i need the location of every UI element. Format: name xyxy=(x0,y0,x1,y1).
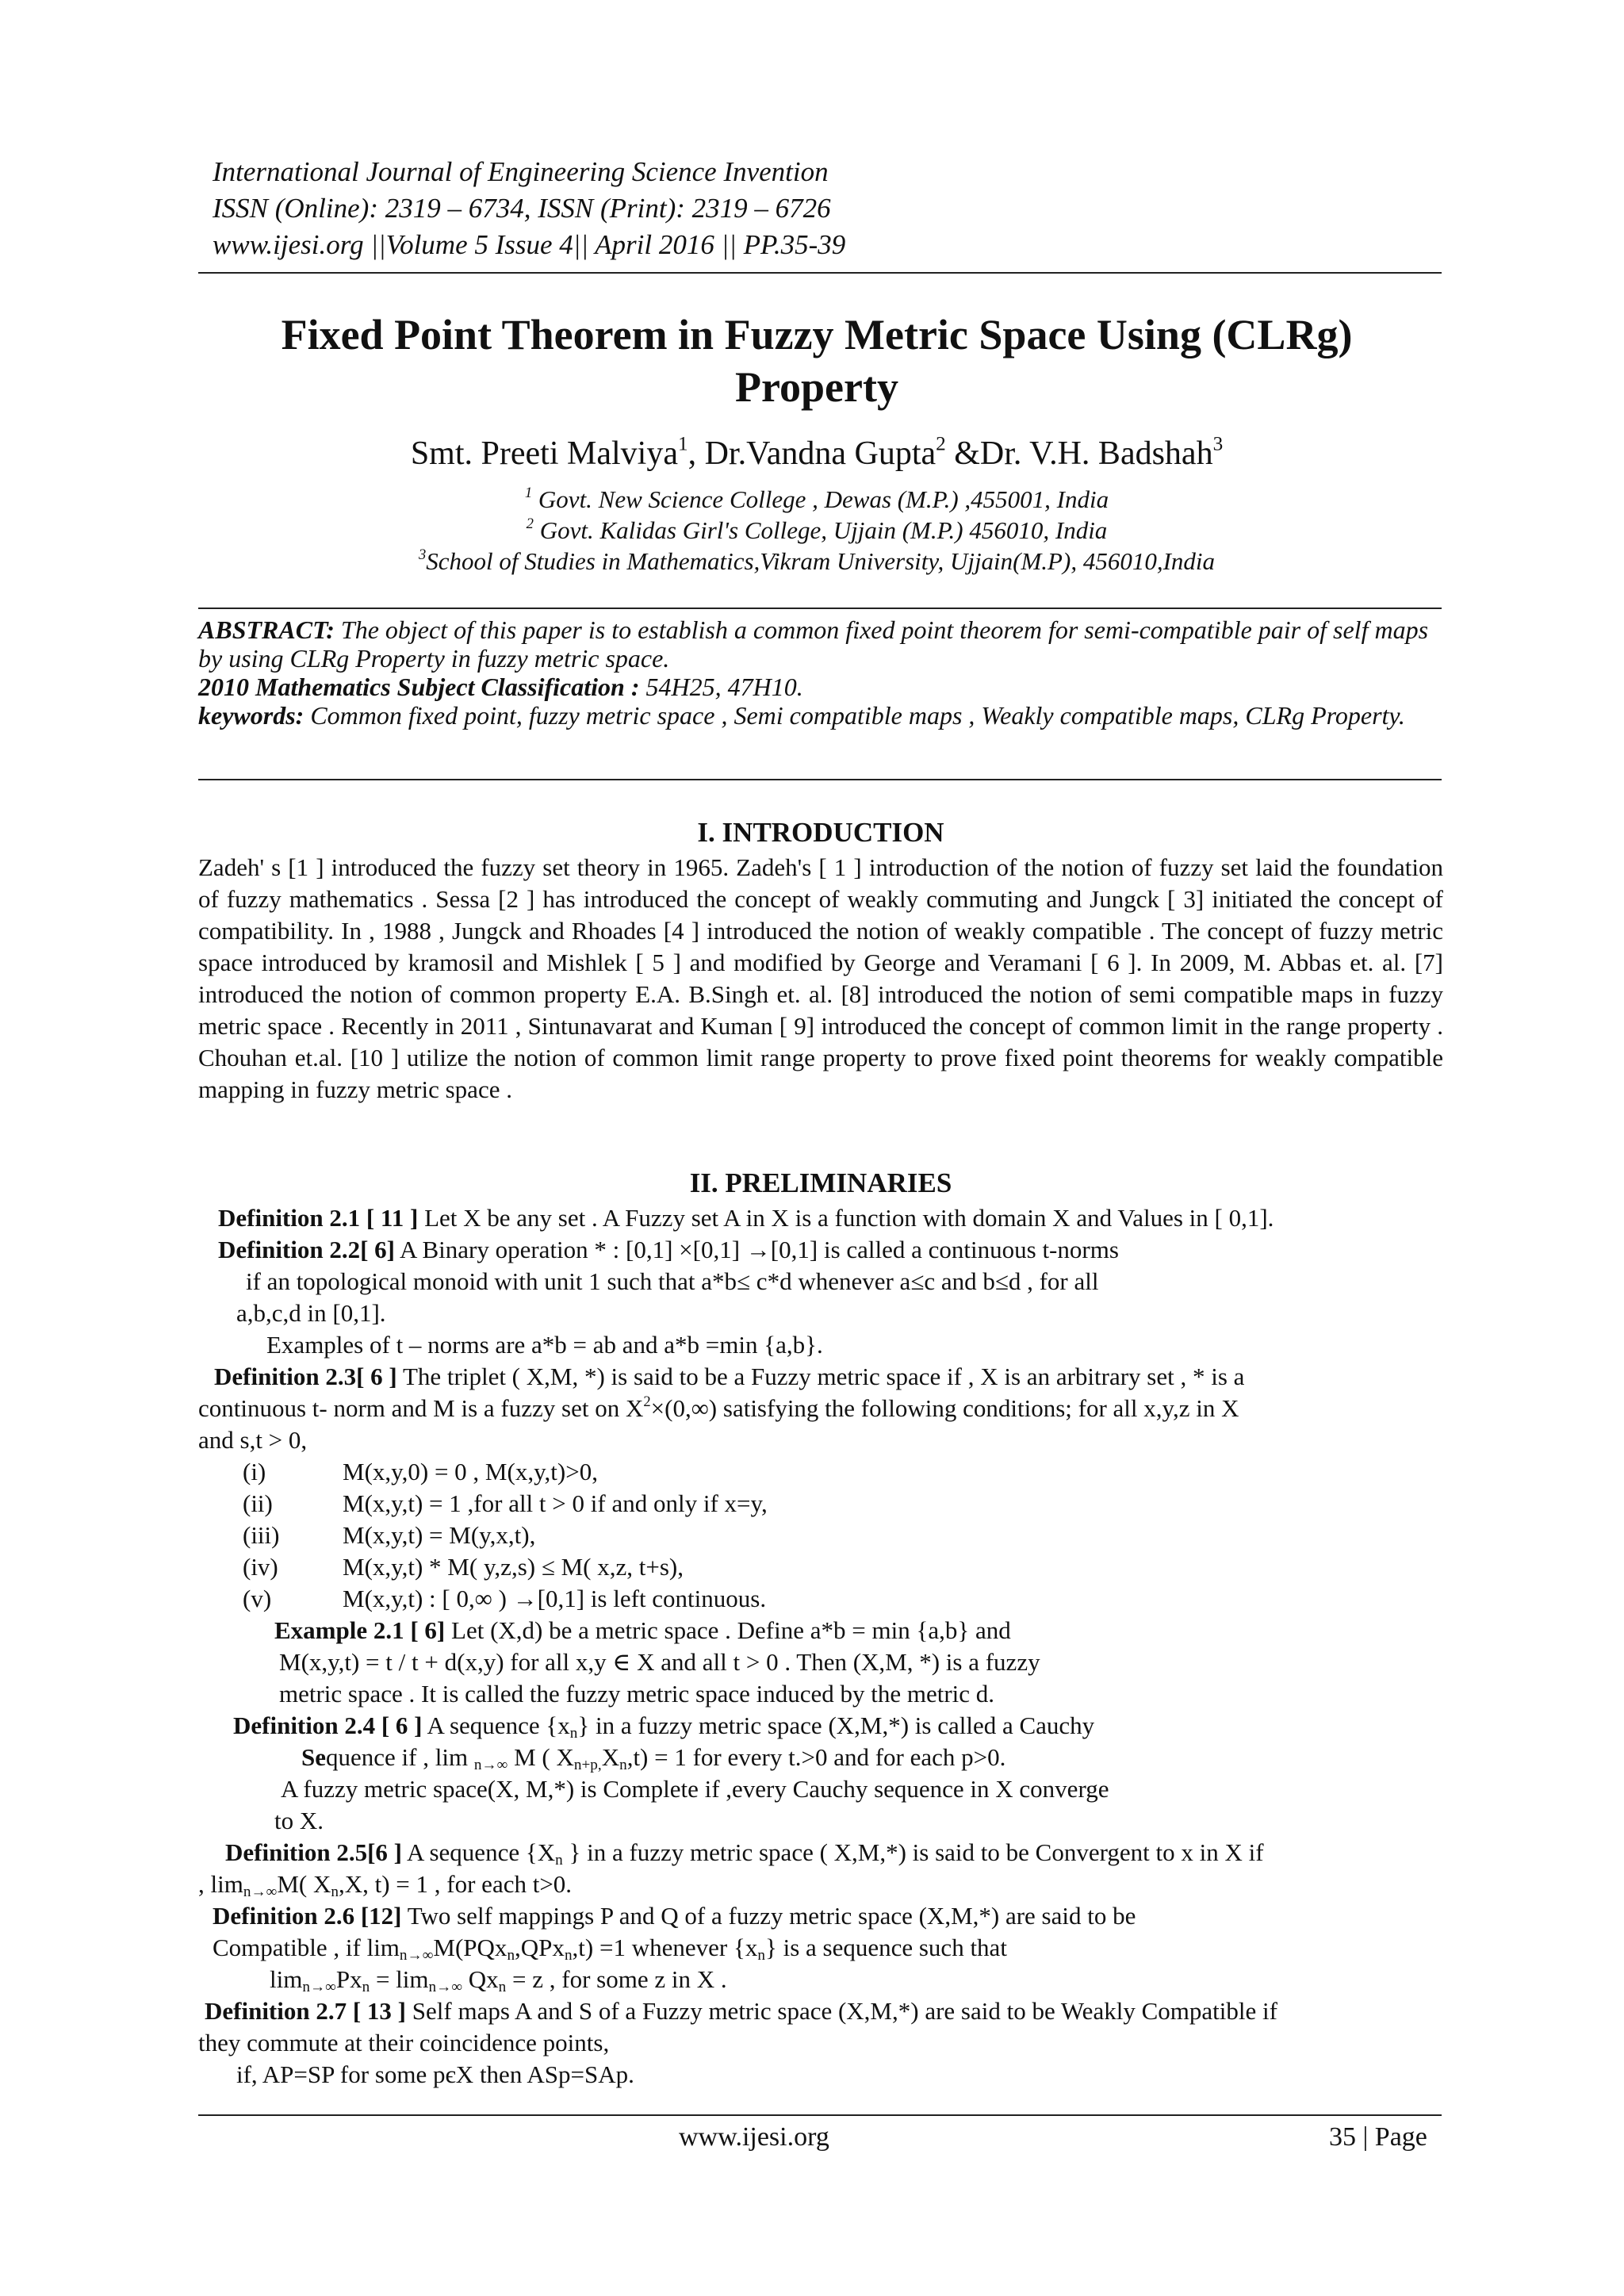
definition-2-2-line-2: if an topological monoid with unit 1 such that a*b≤ c*d whenever a≤c and b≤d , for all xyxy=(246,1267,1099,1295)
example-2-1-line-2: M(x,y,t) = t / t + d(x,y) for all x,y ∈ X and all t > 0 . Then (X,M, *) is a fuzzy xyxy=(279,1648,1040,1676)
keywords-label: keywords: xyxy=(198,701,304,730)
condition-2: M(x,y,t) = 1 ,for all t > 0 if and only if x=y, xyxy=(343,1489,768,1517)
definition-2-7: Definition 2.7 [ 13 ] Self maps A and S of a Fuzzy metric space (X,M,*) are said to be Weakly Compatible if xyxy=(205,1997,1277,2025)
abstract-label: ABSTRACT: xyxy=(198,615,335,644)
intro-heading: I. INTRODUCTION xyxy=(697,817,944,848)
definition-2-3: Definition 2.3[ 6 ] The triplet ( X,M, *) is said to be a Fuzzy metric space if , X is an arbitrary set , * is a xyxy=(214,1363,1245,1390)
condition-5-num: (v) xyxy=(243,1585,272,1612)
definition-2-5-line-2: , $\lim_{n\to\infty}M$( $X_n,X$, t) = 1 , for each t>0. xyxy=(198,1870,573,1900)
header-rule xyxy=(198,272,1442,274)
affiliation-2: $^2$ Govt. Kalidas Girl's College, Ujjain (M.P.) 456010, India xyxy=(526,515,1108,544)
condition-3-num: (iii) xyxy=(243,1521,280,1549)
paper-title-line-2: Property xyxy=(735,363,898,411)
example-2-1: Example 2.1 [ 6] Let (X,d) be a metric space . Define a*b = min {a,b} and xyxy=(274,1616,1011,1644)
condition-4: M(x,y,t) * M( y,z,s) ≤ M( x,z, t+s), xyxy=(343,1553,684,1581)
definition-2-4-line-3: A fuzzy metric space(X, M,*) is Complete if ,every Cauchy sequence in X converge xyxy=(281,1775,1109,1803)
definition-2-1: Definition 2.1 [ 11 ] Let X be any set . A Fuzzy set A in X is a function with domain X and Values in [ 0,1]. xyxy=(218,1204,1274,1232)
msc-label: 2010 Mathematics Subject Classification : xyxy=(198,673,640,701)
author-2: , Dr.Vandna Gupta xyxy=(688,435,936,472)
definition-2-5: Definition 2.5[6 ] A sequence {$X_n$ } in a fuzzy metric space ( X,M,*) is said to be Convergent to x in X if xyxy=(225,1838,1264,1869)
definition-2-4-line-4: to X. xyxy=(274,1807,324,1834)
definition-2-6-line-3: $\lim_{n\to\infty}Px_n = \lim_{n\to\infty} Qx_n = z$ , for some z in X . xyxy=(270,1965,727,1995)
paper-title-line-1: Fixed Point Theorem in Fuzzy Metric Space Using (CLRg) xyxy=(281,311,1353,358)
preliminaries-heading: II. PRELIMINARIES xyxy=(689,1167,952,1198)
tnorm-examples: Examples of t – norms are a*b = ab and a*b =min {a,b}. xyxy=(266,1331,823,1359)
page-number: 35 | Page xyxy=(1329,2122,1427,2152)
condition-1-num: (i) xyxy=(243,1458,266,1485)
volume-line: www.ijesi.org ||Volume 5 Issue 4|| April 2016 || PP.35-39 xyxy=(213,229,846,260)
author-3: &Dr. V.H. Badshah xyxy=(945,435,1213,472)
abstract-top-rule xyxy=(198,608,1442,609)
definition-2-7-line-2: they commute at their coincidence points, xyxy=(198,2029,610,2056)
condition-4-num: (iv) xyxy=(243,1553,278,1581)
journal-name: International Journal of Engineering Science Invention xyxy=(213,156,829,187)
condition-2-num: (ii) xyxy=(243,1489,273,1517)
abstract-bottom-rule xyxy=(198,779,1442,780)
condition-3: M(x,y,t) = M(y,x,t), xyxy=(343,1521,536,1549)
condition-5: M(x,y,t) : [ 0,∞ ) →[0,1] is left continuous. xyxy=(343,1585,767,1612)
definition-2-2-line-3: a,b,c,d in [0,1]. xyxy=(236,1299,386,1327)
definition-2-4-line-2: Sequence if , lim $_{n\to\infty}$ M ( $X_{n+p,}X_n,t) = 1$ for every t.>0 and for each p>0. xyxy=(301,1743,1006,1773)
author-list: Smt. Preeti Malviya$^1$, Dr.Vandna Gupta$^2$ &Dr. V.H. Badshah$^3$ xyxy=(410,433,1224,472)
condition-1: M(x,y,0) = 0 , M(x,y,t)>0, xyxy=(343,1458,598,1485)
issn-line: ISSN (Online): 2319 – 6734, ISSN (Print): 2319 – 6726 xyxy=(213,193,831,224)
example-2-1-line-3: metric space . It is called the fuzzy metric space induced by the metric d. xyxy=(279,1680,995,1708)
definition-2-4: Definition 2.4 [ 6 ] A sequence $\{x_n\}$ in a fuzzy metric space (X,M,*) is called a Cauchy xyxy=(233,1711,1095,1742)
definition-2-6-line-2: Compatible , if $\lim_{n\to\infty}M(PQx_n,QPx_n,t) =1$ whenever $\{x_n\}$ is a sequence such that xyxy=(213,1934,1007,1964)
author-1: Smt. Preeti Malviya xyxy=(410,435,678,472)
affiliation-1: $^1$ Govt. New Science College , Dewas (M.P.) ,455001, India xyxy=(524,484,1109,513)
definition-2-2: Definition 2.2[ 6] A Binary operation * : [0,1] ×[0,1] →[0,1] is called a continuous t-norms xyxy=(218,1236,1119,1263)
affiliation-3: $^3$School of Studies in Mathematics,Vikram University, Ujjain(M.P), 456010,India xyxy=(418,546,1216,575)
definition-2-3-line-2: continuous t- norm and M is a fuzzy set on $X^2\times(0,\infty)$ satisfying the following conditions; for all x,y,z in X xyxy=(198,1393,1239,1422)
footer-rule xyxy=(198,2114,1442,2116)
definition-2-7-line-3: if, AP=SP for some pєX then ASp=SAp. xyxy=(236,2060,634,2088)
definition-2-3-line-3: and s,t > 0, xyxy=(198,1426,308,1454)
intro-paragraph: Zadeh' s [1 ] introduced the fuzzy set theory in 1965. Zadeh's [ 1 ] introduction of the notion of fuzzy set laid the foundation of fuzzy mathematics . Sessa [2 ] has introduced the concept of weakly commuting and Jungck [ 3] initiated the concept of compatibility. In , 1988 , Jungck and Rhoades [4 ] introduced the notion of weakly compatible . The concept of fuzzy metric space introduced by kramosil and Mishlek [ 5 ] and modified by George and Veramani [ 6 ]. In 2009, M. Abbas et. al. [7] introduced the notion of common property E.A. B.Singh et. al. [8] introduced the notion of semi compatible maps in fuzzy metric space . Recently in 2011 , Sintunavarat and Kuman [ 9] introduced the concept of common limit in the range property . Chouhan et.al. [10 ] utilize the notion of common limit range property to prove fixed point theorems for weakly compatible mapping in fuzzy metric space . xyxy=(198,853,1443,1103)
footer-site: www.ijesi.org xyxy=(679,2122,829,2152)
abstract: ABSTRACT: The object of this paper is to establish a common fixed point theorem for semi-compatible pair of self maps by using CLRg Property in fuzzy metric space. 2010 Mathematics Subject Classification : 54H25, 47H10. keywords: Common fixed point, fuzzy metric space , Semi compatible maps , Weakly compatible maps, CLRg Property. xyxy=(198,615,1429,730)
definition-2-6: Definition 2.6 [12] Two self mappings P and Q of a fuzzy metric space (X,M,*) are said to be xyxy=(213,1902,1136,1930)
